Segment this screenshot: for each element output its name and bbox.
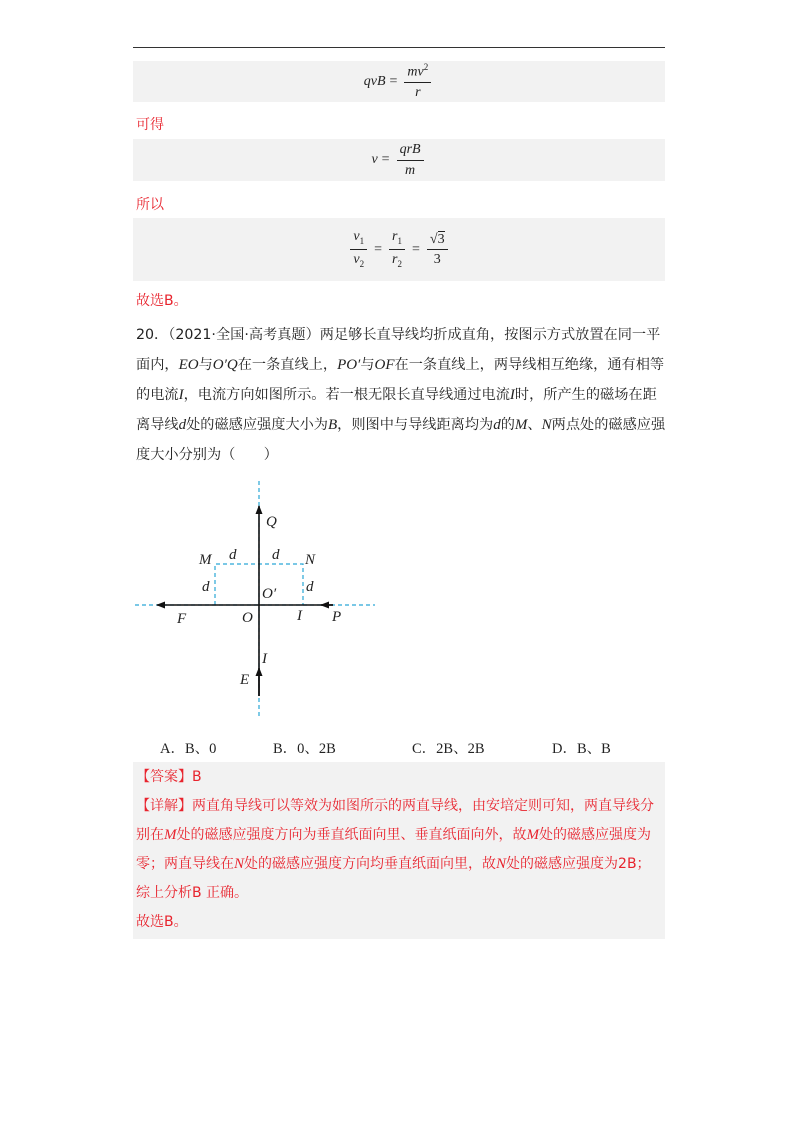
- eq3-c-num: 3: [437, 231, 445, 247]
- eq1-equals: =: [389, 73, 398, 89]
- label-I-2: I: [509, 387, 515, 403]
- label-d-top-right: d: [272, 547, 280, 563]
- label-F: F: [177, 611, 187, 627]
- eq3-c-den: 3: [433, 252, 441, 267]
- label-N-point: N: [305, 552, 316, 568]
- detail-line-3: [136, 853, 662, 873]
- label-I-vertical: I: [262, 651, 267, 667]
- label-N: N: [541, 417, 552, 433]
- option-d[interactable]: D．B、B: [552, 741, 611, 757]
- answer-box: [133, 762, 665, 939]
- detail-line-4: 综上分析B 正确。: [136, 885, 249, 901]
- detail-N-1: N: [234, 856, 245, 872]
- detail-3a: 零；两直导线在: [136, 856, 234, 872]
- guxuan-text-1: 故选B。: [136, 293, 188, 309]
- detail-2b: 处的磁感应强度方向为垂直纸面向里、垂直纸面向外，故: [176, 827, 527, 843]
- question-and-1: 与: [198, 357, 213, 373]
- eq3-a-num: v: [353, 229, 360, 245]
- answer-label: 【答案】B: [136, 769, 202, 785]
- detail-3b: 处的磁感应强度方向均垂直纸面向里，故: [244, 856, 497, 872]
- question-text-6: 处的磁感应强度大小为: [186, 417, 328, 433]
- detail-2c: 处的磁感应强度为: [539, 827, 651, 843]
- question-text-1: 20．（2021·全国·高考真题）两足够长直导线均折成直角，按图示方式放置在同一平面内，: [136, 327, 661, 373]
- eq2-denominator: m: [405, 162, 416, 178]
- eq3-equals-1: =: [374, 241, 383, 257]
- eq3-fraction-c: [427, 232, 448, 268]
- label-M: M: [514, 417, 528, 433]
- option-c[interactable]: C．2B、2B: [412, 741, 485, 757]
- equation-2: [133, 139, 665, 181]
- detail-M-2: M: [526, 827, 539, 843]
- eq3-b-num: r: [392, 229, 398, 245]
- equation-1: [133, 61, 665, 102]
- detail-M-1: M: [164, 827, 177, 843]
- label-I-horizontal: I: [297, 608, 302, 624]
- eq3-fraction-a: [350, 229, 367, 269]
- guxuan-text-2: 故选B。: [136, 914, 188, 930]
- label-d-1: d: [178, 417, 187, 433]
- detail-N-2: N: [496, 856, 507, 872]
- eq3-a-num-sub: 1: [359, 236, 365, 247]
- label-O-prime: O′: [262, 586, 277, 602]
- question-text-8: 的: [500, 417, 515, 433]
- question-text-2: 在一条直线上，: [237, 357, 338, 373]
- header-rule: [133, 47, 665, 48]
- eq3-a-den: v: [353, 252, 360, 267]
- label-d-left: d: [202, 579, 210, 595]
- question-and-2: 与: [360, 357, 375, 373]
- label-d-right: d: [306, 579, 314, 595]
- label-M-point: M: [199, 552, 212, 568]
- label-O: O: [242, 610, 253, 626]
- question-text-9: 两点处的磁感应强度大小分别为（ ）: [136, 417, 666, 463]
- question-text-5: 时，所产生的磁场在距离导线: [136, 387, 657, 433]
- label-d-2: d: [493, 417, 501, 433]
- option-b[interactable]: B．0、2B: [273, 741, 336, 757]
- question-text-3: 在一条直线上，两导线相互绝缘，通有相等的电流: [136, 357, 665, 403]
- equation-3: [133, 218, 665, 281]
- question-sep: 、: [527, 417, 542, 433]
- label-PO: PO′: [337, 357, 361, 373]
- eq3-b-num-sub: 1: [397, 236, 402, 247]
- option-a[interactable]: A．B、0: [160, 741, 217, 757]
- eq2-equals: =: [381, 152, 390, 167]
- eq3-b-den-sub: 2: [397, 258, 402, 269]
- label-P: P: [332, 609, 342, 625]
- eq1-denominator: r: [415, 84, 421, 100]
- eq2-fraction: [397, 142, 424, 178]
- eq1-lhs: qvB: [363, 73, 386, 89]
- suoyi-text: 所以: [136, 197, 164, 213]
- label-OQ: O′Q: [212, 357, 238, 373]
- question-20: [136, 320, 666, 470]
- question-text-4: ，电流方向如图所示。若一根无限长直导线通过电流: [183, 387, 510, 403]
- sqrt-symbol: √: [429, 231, 438, 247]
- label-B: B: [327, 417, 338, 433]
- wire-diagram: [125, 478, 385, 723]
- eq1-sup: 2: [423, 61, 429, 72]
- eq2-numerator: qrB: [397, 142, 424, 160]
- kede-text: 可得: [136, 117, 164, 133]
- detail-3c: 处的磁感应强度为2B；: [506, 856, 651, 872]
- eq3-fraction-b: [389, 229, 405, 269]
- label-d-top-left: d: [229, 547, 237, 563]
- eq1-numerator: mv: [407, 64, 424, 80]
- eq2-lhs: v: [371, 152, 378, 167]
- label-OF: OF: [374, 357, 395, 373]
- detail-line-2: [136, 824, 662, 844]
- eq3-b-den: r: [392, 252, 398, 267]
- label-Q: Q: [266, 514, 277, 530]
- detail-line-1: 【详解】两直角导线可以等效为如图所示的两直导线，由安培定则可知，两直导线分: [136, 798, 654, 814]
- eq3-equals-2: =: [411, 241, 420, 257]
- detail-2a: 别在: [136, 827, 164, 843]
- eq3-a-den-sub: 2: [359, 258, 365, 269]
- eq1-fraction: [404, 63, 431, 100]
- question-text-7: ，则图中与导线距离均为: [337, 417, 494, 433]
- label-I-1: I: [178, 387, 184, 403]
- label-E: E: [240, 672, 250, 688]
- label-EO: EO: [178, 357, 199, 373]
